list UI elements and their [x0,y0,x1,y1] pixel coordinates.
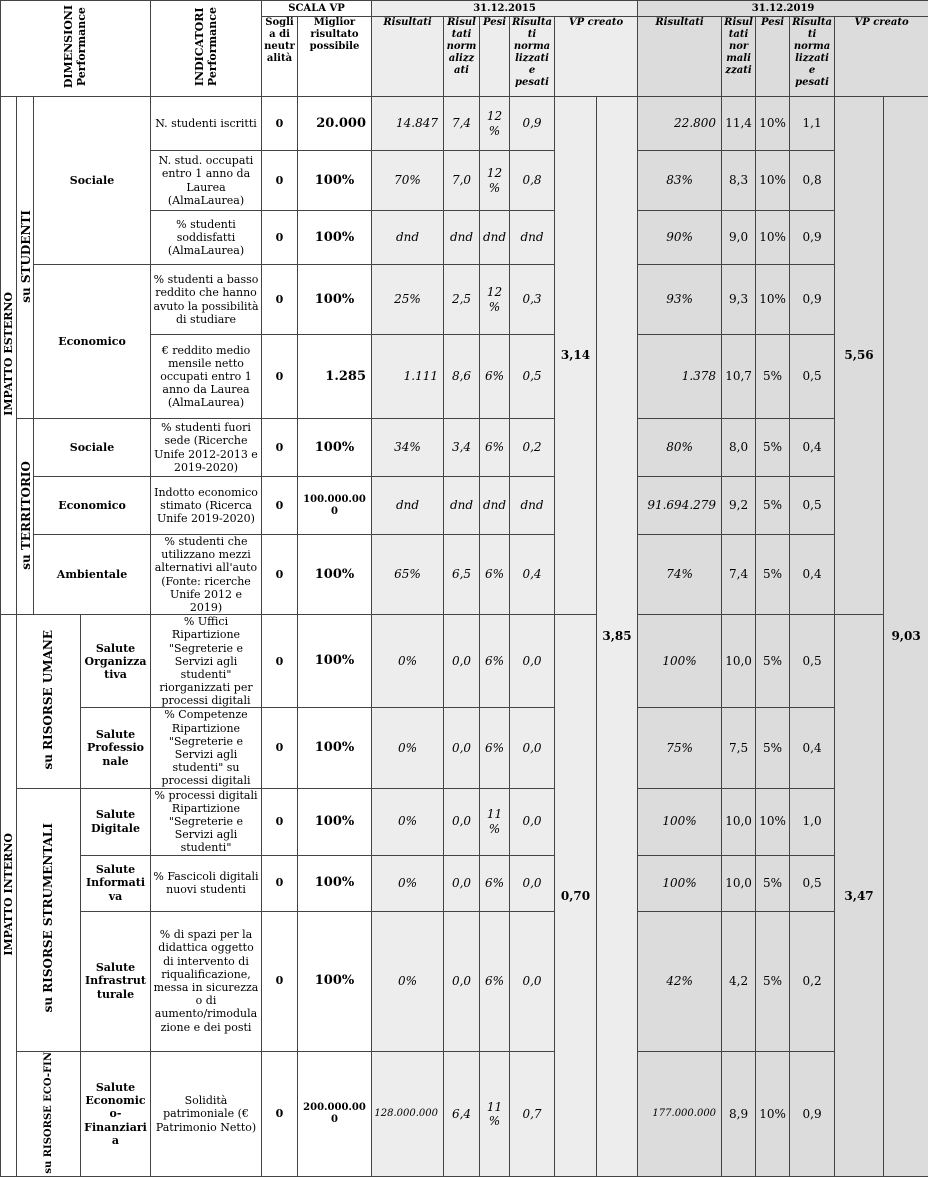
soglia: 0 [262,708,298,788]
risultato-2015: 65% [372,535,444,615]
risultato-2019: 83% [638,151,722,211]
soglia: 0 [262,1051,298,1177]
norm-2019: 9,2 [722,477,756,535]
normpes-2015: 0,0 [510,708,555,788]
sub-economico: Economico [34,265,151,419]
normpes-2015: 0,7 [510,1051,555,1177]
header-vp-2015: VP creato [555,17,638,97]
risultato-2019: 100% [638,855,722,911]
sub-salute-informativa: Salute Informativa [81,855,151,911]
risultato-2015: 0% [372,855,444,911]
vp-totale-2015: 3,85 [597,97,638,1177]
risultato-2019: 100% [638,788,722,855]
risultato-2015: 70% [372,151,444,211]
norm-2019: 9,0 [722,211,756,265]
normpes-2019: 0,9 [790,265,835,335]
peso-2019: 5% [756,855,790,911]
normpes-2019: 0,5 [790,615,835,708]
risultato-2015: 14.847 [372,97,444,151]
risultato-2019: 90% [638,211,722,265]
miglior: 100% [298,211,372,265]
indicatore: % studenti a basso reddito che hanno avuto la possibilità di studiare [151,265,262,335]
peso-2015: 6% [480,911,510,1051]
header-date-2015: 31.12.2015 [372,1,638,17]
norm-2015: 0,0 [444,788,480,855]
header-risultati-2015: Risultati [372,17,444,97]
risultato-2019: 42% [638,911,722,1051]
header-norm-2015: Risultati normalizzati [444,17,480,97]
vp-totale-2019: 9,03 [884,97,928,1177]
norm-2019: 10,0 [722,615,756,708]
norm-2015: 0,0 [444,708,480,788]
peso-2019: 5% [756,615,790,708]
peso-2015: 6% [480,335,510,419]
miglior: 1.285 [298,335,372,419]
sub-salute-infrastrutturale: Salute Infrastrutturale [81,911,151,1051]
soglia: 0 [262,788,298,855]
normpes-2015: dnd [510,477,555,535]
peso-2019: 10% [756,211,790,265]
miglior: 20.000 [298,97,372,151]
indicatore: % Competenze Ripartizione "Segreterie e Servizi agli studenti" su processi digitali [151,708,262,788]
peso-2015: 11% [480,1051,510,1177]
normpes-2015: 0,9 [510,97,555,151]
normpes-2015: 0,3 [510,265,555,335]
indicatore: Indotto economico stimato (Ricerca Unife 2019-2020) [151,477,262,535]
normpes-2019: 0,8 [790,151,835,211]
risultato-2015: 25% [372,265,444,335]
risultato-2015: 34% [372,419,444,477]
normpes-2019: 1,1 [790,97,835,151]
norm-2019: 8,0 [722,419,756,477]
risultato-2019: 74% [638,535,722,615]
indicatore: % studenti soddisfatti (AlmaLaurea) [151,211,262,265]
indicatore: Solidità patrimoniale (€ Patrimonio Netto) [151,1051,262,1177]
header-miglior: Miglior risultato possibile [298,17,372,97]
norm-2015: 7,4 [444,97,480,151]
indicatore: % processi digitali Ripartizione "Segreterie e Servizi agli studenti" [151,788,262,855]
peso-2015: 11% [480,788,510,855]
peso-2015: 12% [480,97,510,151]
header-normpes-2019: Risultati normalizzati e pesati [790,17,835,97]
normpes-2015: 0,8 [510,151,555,211]
peso-2019: 10% [756,1051,790,1177]
sub-salute-economico-finanziaria: Salute Economico-Finanziaria [81,1051,151,1177]
vp-esterno-2019: 5,56 [835,97,884,615]
normpes-2015: 0,0 [510,855,555,911]
header-risultati-2019: Risultati [638,17,722,97]
peso-2015: 12% [480,265,510,335]
header-scala-vp: SCALA VP [262,1,372,17]
header-pesi-2019: Pesi [756,17,790,97]
norm-2019: 10,0 [722,855,756,911]
soglia: 0 [262,97,298,151]
normpes-2019: 0,9 [790,211,835,265]
risultato-2019: 75% [638,708,722,788]
miglior: 100% [298,265,372,335]
normpes-2015: dnd [510,211,555,265]
indicatore: % Uffici Ripartizione "Segreterie e Servizi agli studenti" riorganizzati per processi digitali [151,615,262,708]
miglior: 100% [298,855,372,911]
norm-2019: 4,2 [722,911,756,1051]
risultato-2019: 1.378 [638,335,722,419]
norm-2019: 9,3 [722,265,756,335]
peso-2019: 5% [756,535,790,615]
miglior: 100% [298,615,372,708]
indicatore: N. studenti iscritti [151,97,262,151]
peso-2019: 10% [756,97,790,151]
normpes-2015: 0,0 [510,615,555,708]
sub-ambientale: Ambientale [34,535,151,615]
risultato-2015: 0% [372,788,444,855]
soglia: 0 [262,335,298,419]
soglia: 0 [262,855,298,911]
risultato-2019: 22.800 [638,97,722,151]
risultato-2019: 177.000.000 [638,1051,722,1177]
risultato-2015: 0% [372,911,444,1051]
soglia: 0 [262,151,298,211]
impatto-esterno: IMPATTO ESTERNO [1,97,17,615]
header-norm-2019: Risultati normalizzati [722,17,756,97]
sub-economico: Economico [34,477,151,535]
risultato-2015: 0% [372,708,444,788]
indicatore: € reddito medio mensile netto occupati entro 1 anno da Laurea (AlmaLaurea) [151,335,262,419]
sub-sociale: Sociale [34,419,151,477]
group-risorse-ecofin: su RISORSE ECO-FIN [17,1051,81,1177]
soglia: 0 [262,419,298,477]
header-pesi-2015: Pesi [480,17,510,97]
risultato-2015: 0% [372,615,444,708]
group-risorse-umane: su RISORSE UMANE [17,615,81,788]
miglior: 100% [298,788,372,855]
normpes-2019: 0,5 [790,855,835,911]
norm-2019: 10,7 [722,335,756,419]
sub-salute-digitale: Salute Digitale [81,788,151,855]
norm-2019: 11,4 [722,97,756,151]
miglior: 100% [298,151,372,211]
norm-2019: 8,9 [722,1051,756,1177]
group-territorio: su TERRITORIO [17,419,34,615]
miglior: 100% [298,708,372,788]
soglia: 0 [262,477,298,535]
norm-2015: 0,0 [444,855,480,911]
peso-2019: 10% [756,265,790,335]
normpes-2015: 0,0 [510,788,555,855]
normpes-2019: 1,0 [790,788,835,855]
risultato-2019: 100% [638,615,722,708]
header-normpes-2015: Risultati normalizzati e pesati [510,17,555,97]
soglia: 0 [262,615,298,708]
indicatore: % studenti fuori sede (Ricerche Unife 2012-2013 e 2019-2020) [151,419,262,477]
miglior: 100% [298,535,372,615]
soglia: 0 [262,911,298,1051]
peso-2019: 5% [756,911,790,1051]
soglia: 0 [262,265,298,335]
norm-2015: 2,5 [444,265,480,335]
indicatore: % di spazi per la didattica oggetto di intervento di riqualificazione, messa in sicurezza o di aumento/rimodulazione e dei posti [151,911,262,1051]
sub-salute-organizzativa: Salute Organizzativa [81,615,151,708]
peso-2019: 5% [756,708,790,788]
normpes-2019: 0,5 [790,335,835,419]
peso-2019: 5% [756,419,790,477]
normpes-2015: 0,2 [510,419,555,477]
norm-2015: dnd [444,211,480,265]
peso-2015: 6% [480,535,510,615]
risultato-2015: 1.111 [372,335,444,419]
norm-2015: 8,6 [444,335,480,419]
peso-2019: 5% [756,477,790,535]
norm-2015: dnd [444,477,480,535]
sub-sociale: Sociale [34,97,151,265]
miglior: 100% [298,419,372,477]
norm-2019: 8,3 [722,151,756,211]
peso-2015: dnd [480,211,510,265]
peso-2019: 10% [756,151,790,211]
soglia: 0 [262,211,298,265]
norm-2015: 7,0 [444,151,480,211]
peso-2015: 6% [480,419,510,477]
normpes-2019: 0,5 [790,477,835,535]
group-risorse-strumentali: su RISORSE STRUMENTALI [17,788,81,1051]
header-indicatori: INDICATORI Performance [151,1,262,97]
normpes-2015: 0,5 [510,335,555,419]
normpes-2015: 0,4 [510,535,555,615]
norm-2015: 6,4 [444,1051,480,1177]
norm-2015: 6,5 [444,535,480,615]
header-date-2019: 31.12.2019 [638,1,928,17]
risultato-2015: dnd [372,477,444,535]
peso-2019: 10% [756,788,790,855]
norm-2019: 10,0 [722,788,756,855]
peso-2015: 6% [480,855,510,911]
miglior: 200.000.000 [298,1051,372,1177]
norm-2019: 7,4 [722,535,756,615]
peso-2015: 12% [480,151,510,211]
impatto-interno: IMPATTO INTERNO [1,615,17,1177]
risultato-2019: 80% [638,419,722,477]
peso-2019: 5% [756,335,790,419]
risultato-2015: 128.000.000 [372,1051,444,1177]
peso-2015: 6% [480,708,510,788]
normpes-2019: 0,2 [790,911,835,1051]
indicatore: % studenti che utilizzano mezzi alternativi all'auto (Fonte: ricerche Unife 2012 e 2019) [151,535,262,615]
peso-2015: dnd [480,477,510,535]
header-soglia: Soglia di neutralità [262,17,298,97]
miglior: 100.000.000 [298,477,372,535]
normpes-2019: 0,4 [790,708,835,788]
normpes-2019: 0,4 [790,419,835,477]
norm-2015: 3,4 [444,419,480,477]
soglia: 0 [262,535,298,615]
indicatore: N. stud. occupati entro 1 anno da Laurea (AlmaLaurea) [151,151,262,211]
risultato-2019: 91.694.279 [638,477,722,535]
peso-2015: 6% [480,615,510,708]
vp-esterno-2015: 3,14 [555,97,597,615]
normpes-2015: 0,0 [510,911,555,1051]
group-studenti: su STUDENTI [17,97,34,419]
vp-interno-2019: 3,47 [835,615,884,1177]
miglior: 100% [298,911,372,1051]
risultato-2019: 93% [638,265,722,335]
norm-2019: 7,5 [722,708,756,788]
header-vp-2019: VP creato [835,17,928,97]
norm-2015: 0,0 [444,911,480,1051]
norm-2015: 0,0 [444,615,480,708]
vp-interno-2015: 0,70 [555,615,597,1177]
indicatore: % Fascicoli digitali nuovi studenti [151,855,262,911]
normpes-2019: 0,9 [790,1051,835,1177]
normpes-2019: 0,4 [790,535,835,615]
sub-salute-professionale: Salute Professionale [81,708,151,788]
risultato-2015: dnd [372,211,444,265]
header-dimensioni: DIMENSIONI Performance [1,1,151,97]
